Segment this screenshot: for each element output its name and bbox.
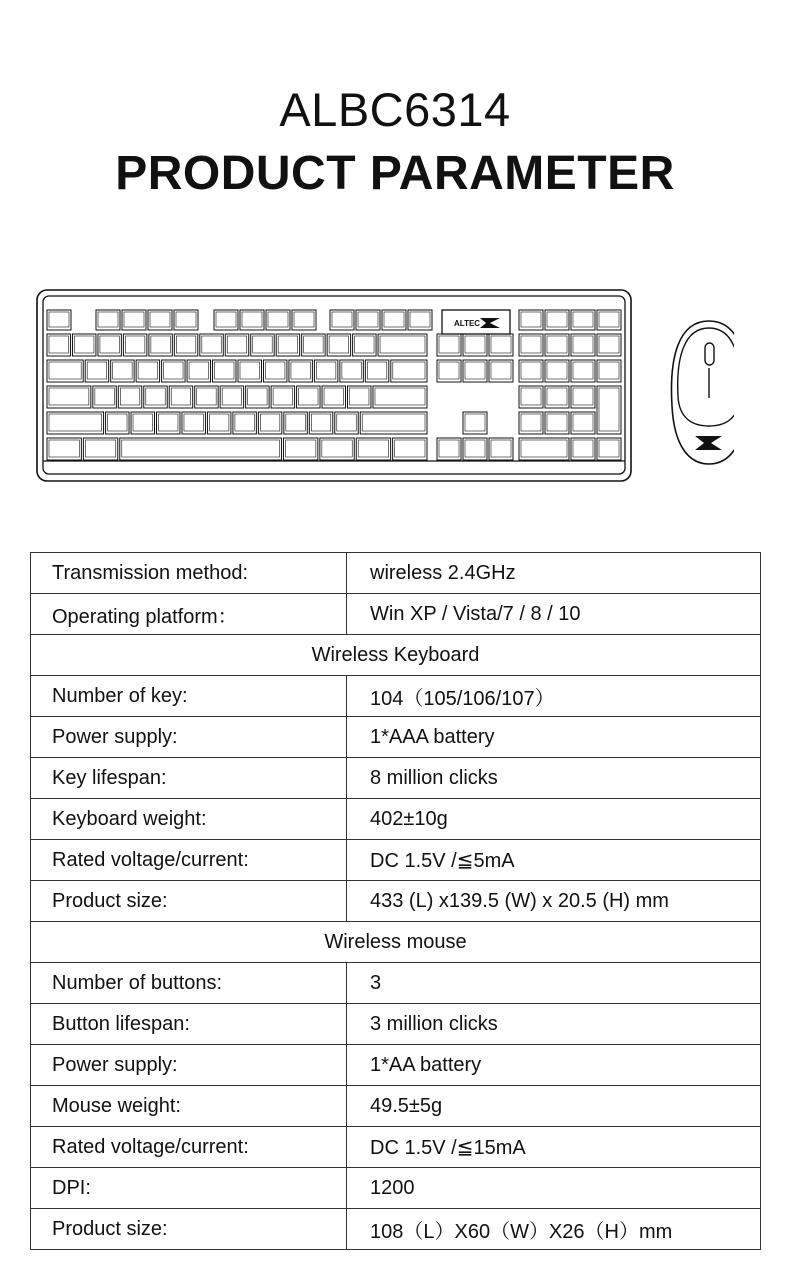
spec-row [31,1168,761,1209]
key-cap-icon [100,336,119,353]
spec-label: Power supply: [31,717,347,758]
spec-row [31,758,761,799]
key-cap-icon [547,388,567,405]
spec-row [31,553,761,594]
key-cap-icon [599,362,619,379]
spec-row [31,881,761,922]
key-cap-icon [291,362,310,379]
spec-row [31,594,761,635]
spec-label: Power supply: [31,1045,347,1086]
key-cap-icon [98,312,118,327]
key-cap-icon [120,388,139,405]
key-cap-icon [599,388,619,431]
key-cap-icon [465,336,485,353]
key-cap-icon [176,336,195,353]
key-cap-icon [573,336,593,353]
key-cap-icon [521,440,567,457]
key-cap-icon [521,312,541,327]
key-cap-icon [222,388,241,405]
key-cap-icon [547,312,567,327]
key-cap-icon [491,336,511,353]
key-cap-icon [332,312,352,327]
key-cap-icon [189,362,208,379]
key-cap-icon [150,312,170,327]
key-cap-icon [215,362,234,379]
key-cap-icon [151,336,170,353]
spec-label: Transmission method: [31,553,347,594]
key-cap-icon [491,362,511,379]
key-cap-icon [573,414,593,431]
spec-value: 104（105/106/107） [347,676,761,717]
spec-value: DC 1.5V /≦15mA [347,1127,761,1168]
key-cap-icon [599,440,619,457]
keyboard-logo: ALTEC [454,319,481,328]
key-cap-icon [367,362,386,379]
key-cap-icon [49,414,102,431]
spec-row [31,1127,761,1168]
spec-value: 1200 [347,1168,761,1209]
spec-label: Mouse weight: [31,1086,347,1127]
key-cap-icon [235,414,254,431]
key-cap-icon [248,388,267,405]
key-cap-icon [268,312,288,327]
spec-label: Rated voltage/current: [31,1127,347,1168]
key-cap-icon [265,362,284,379]
key-cap-icon [547,362,567,379]
spec-row [31,676,761,717]
key-cap-icon [322,440,352,457]
mouse-illustration-icon [671,321,734,464]
key-cap-icon [171,388,190,405]
spec-value: wireless 2.4GHz [347,553,761,594]
key-cap-icon [439,336,459,353]
spec-label: Number of key: [31,676,347,717]
spec-value: 1*AA battery [347,1045,761,1086]
key-cap-icon [465,440,485,457]
spec-value: 433 (L) x139.5 (W) x 20.5 (H) mm [347,881,761,922]
key-cap-icon [439,362,459,379]
key-cap-icon [176,312,196,327]
key-cap-icon [227,336,246,353]
key-cap-icon [125,336,144,353]
spec-label: Rated voltage/current: [31,840,347,881]
key-cap-icon [286,414,305,431]
key-cap-icon [573,312,593,327]
key-cap-icon [342,362,361,379]
key-icon [597,386,621,434]
key-cap-icon [164,362,183,379]
key-cap-icon [278,336,297,353]
spec-row [31,1086,761,1127]
key-cap-icon [138,362,157,379]
key-cap-icon [410,312,430,327]
key-cap-icon [573,440,593,457]
key-cap-icon [599,336,619,353]
key-cap-icon [329,336,348,353]
mouse-section-header-label: Wireless mouse [31,922,761,963]
spec-row [31,717,761,758]
key-cap-icon [240,362,259,379]
key-cap-icon [384,312,404,327]
spec-value: 402±10g [347,799,761,840]
key-cap-icon [355,336,374,353]
key-cap-icon [122,440,280,457]
key-cap-icon [184,414,203,431]
key-cap-icon [393,362,425,379]
key-cap-icon [358,312,378,327]
key-cap-icon [85,440,115,457]
spec-row [31,1045,761,1086]
key-cap-icon [285,440,315,457]
spec-value: DC 1.5V /≦5mA [347,840,761,881]
key-cap-icon [599,312,619,327]
key-cap-icon [573,362,593,379]
spec-value: 49.5±5g [347,1086,761,1127]
key-cap-icon [49,388,89,405]
key-cap-icon [49,440,79,457]
spec-row [31,1004,761,1045]
model-number: ALBC6314 [279,83,511,136]
key-cap-icon [113,362,132,379]
mouse-section-header [31,922,761,963]
spec-value: 8 million clicks [347,758,761,799]
key-cap-icon [350,388,369,405]
keyboard-illustration-icon [37,290,631,481]
spec-value: 3 million clicks [347,1004,761,1045]
key-cap-icon [159,414,178,431]
spec-value: 108（L）X60（W）X26（H）mm [347,1209,761,1250]
key-cap-icon [380,336,425,353]
key-cap-icon [311,414,330,431]
key-cap-icon [362,414,425,431]
key-cap-icon [49,362,81,379]
spec-label: Key lifespan: [31,758,347,799]
spec-row [31,963,761,1004]
key-cap-icon [337,414,356,431]
key-cap-icon [465,362,485,379]
key-cap-icon [521,388,541,405]
key-cap-icon [324,388,343,405]
key-cap-icon [146,388,165,405]
key-cap-icon [260,414,279,431]
page-title: PRODUCT PARAMETER [115,147,675,200]
key-cap-icon [74,336,93,353]
key-cap-icon [547,336,567,353]
spec-label: Number of buttons: [31,963,347,1004]
key-cap-icon [358,440,388,457]
key-cap-icon [521,362,541,379]
product-illustration [34,286,734,486]
key-cap-icon [299,388,318,405]
key-cap-icon [49,312,69,327]
key-cap-icon [316,362,335,379]
key-cap-icon [133,414,152,431]
key-cap-icon [573,388,593,405]
key-cap-icon [294,312,314,327]
spec-label: Keyboard weight: [31,799,347,840]
key-cap-icon [273,388,292,405]
spec-row [31,799,761,840]
spec-table [30,552,761,1250]
spec-label: Product size: [31,1209,347,1250]
spec-label: Operating platform： [31,594,347,635]
spec-value: 1*AAA battery [347,717,761,758]
key-cap-icon [521,336,541,353]
key-cap-icon [521,414,541,431]
spec-row [31,1209,761,1250]
spec-label: Button lifespan: [31,1004,347,1045]
key-cap-icon [465,414,485,431]
key-cap-icon [253,336,272,353]
spec-label: Product size: [31,881,347,922]
key-cap-icon [439,440,459,457]
spec-value: Win XP / Vista/7 / 8 / 10 [347,594,761,635]
spec-row [31,840,761,881]
key-cap-icon [202,336,221,353]
key-cap-icon [547,414,567,431]
key-cap-icon [304,336,323,353]
key-cap-icon [197,388,216,405]
key-cap-icon [395,440,425,457]
key-cap-icon [95,388,114,405]
key-cap-icon [491,440,511,457]
spec-label: DPI: [31,1168,347,1209]
key-cap-icon [124,312,144,327]
key-cap-icon [108,414,127,431]
key-cap-icon [209,414,228,431]
spec-value: 3 [347,963,761,1004]
key-cap-icon [87,362,106,379]
keyboard-section-header [31,635,761,676]
key-cap-icon [242,312,262,327]
key-cap-icon [216,312,236,327]
key-cap-icon [49,336,68,353]
key-cap-icon [375,388,425,405]
keyboard-section-header-label: Wireless Keyboard [31,635,761,676]
